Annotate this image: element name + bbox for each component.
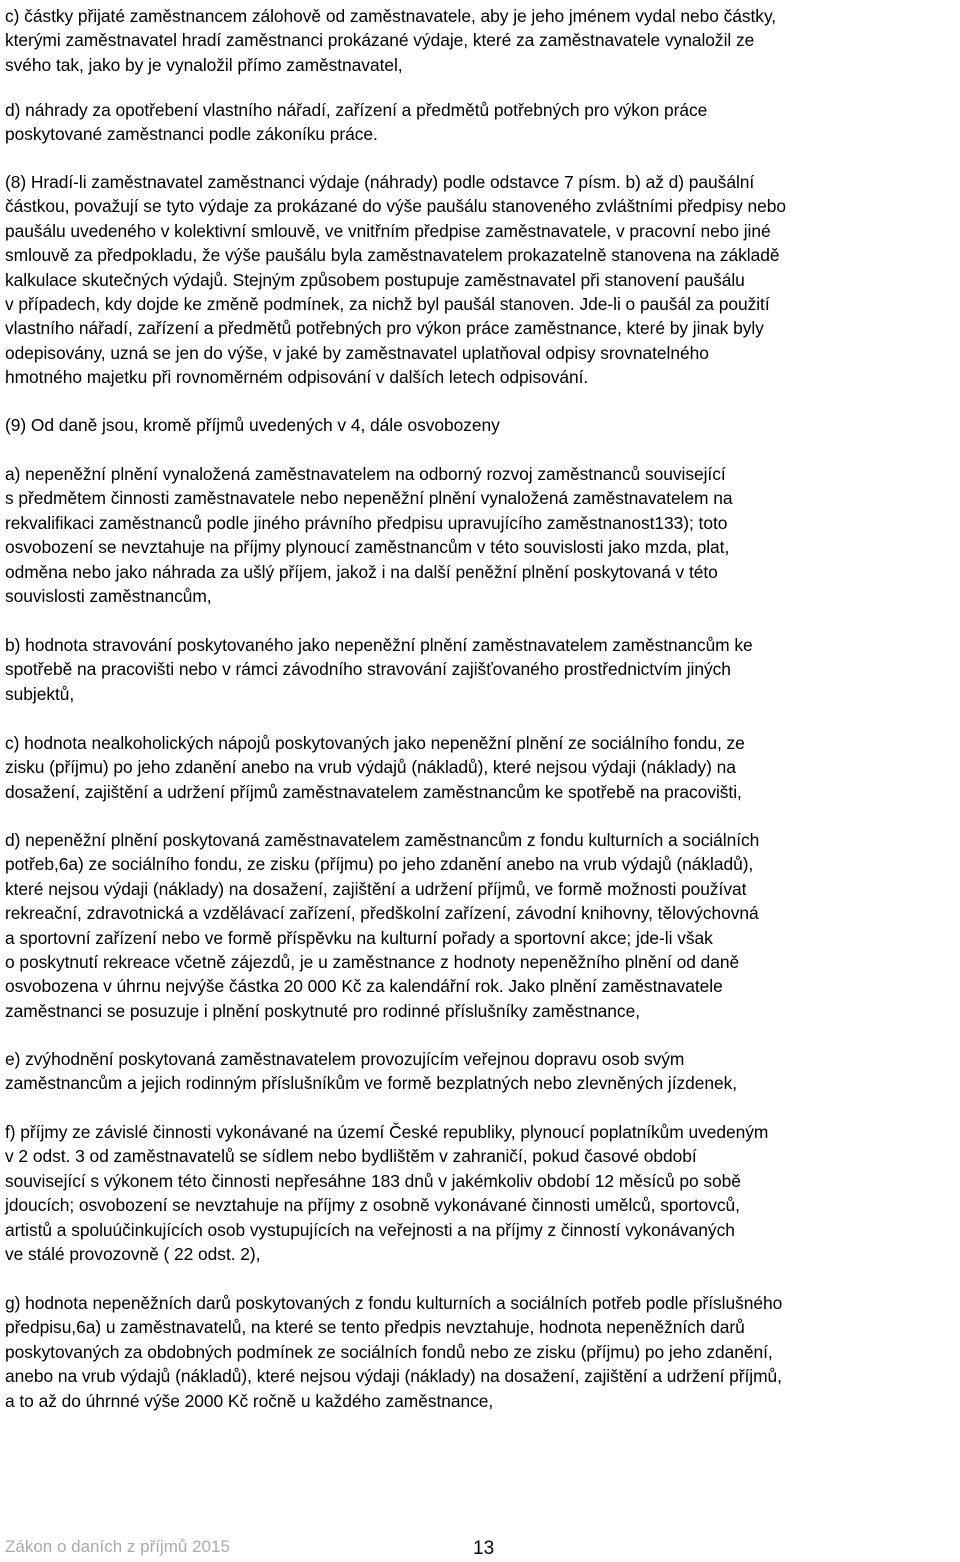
- paragraph-odst-9-a: [5, 462, 732, 608]
- paragraph-odst-9-c: [5, 731, 745, 804]
- paragraph-odst-9-d: [5, 828, 759, 1023]
- text-line: souvislosti zaměstnancům,: [5, 586, 212, 607]
- paragraph-odst-8: [5, 170, 786, 390]
- text-line: o poskytnutí rekreace včetně zájezdů, je u zaměstnance z hodnoty nepeněžního plnění od daně: [5, 952, 740, 973]
- text-line: kterými zaměstnavatel hradí zaměstnanci prokázané výdaje, které za zaměstnavatele vynaložil ze: [5, 30, 755, 51]
- text-line: odepisovány, uzná se jen do výše, v jaké by zaměstnavatel uplatňoval odpisy srovnatelného: [5, 342, 709, 363]
- text-line: artistů a spoluúčinkujících osob vystupujících na veřejnosti a na příjmy z činností vykonávaných: [5, 1219, 735, 1240]
- text-line: zisku (příjmu) po jeho zdanění anebo na vrub výdajů (nákladů), které nejsou výdaji (náklady) na: [5, 757, 736, 778]
- paragraph-d-nahrady: [5, 98, 707, 147]
- text-line: e) zvýhodnění poskytovaná zaměstnavatelem provozujícím veřejnou dopravu osob svým: [5, 1049, 685, 1069]
- text-line: paušálu uvedeného v kolektivní smlouvě, ve vnitřním předpise zaměstnavatele, v pracovní nebo jiné: [5, 220, 771, 241]
- text-line: poskytované zaměstnanci podle zákoníku práce.: [5, 124, 378, 145]
- text-line: v případech, kdy dojde ke změně podmínek, za nichž byl paušál stanoven. Jde-li o paušál za použití: [5, 294, 770, 315]
- text-line: jdoucích; osvobození se nevztahuje na příjmy z osobně vykonávané činnosti umělců, sportovců,: [5, 1195, 740, 1216]
- text-line: dosažení, zajištění a udržení příjmů zaměstnavatelem zaměstnancům ke spotřebě na pracovišti,: [5, 781, 742, 802]
- text-line: a sportovní zařízení nebo ve formě příspěvku na kulturní pořady a sportovní akce; jde-li však: [5, 927, 713, 948]
- text-line: které nejsou výdaji (náklady) na dosažení, zajištění a udržení příjmů, ve formě možnosti používat: [5, 878, 747, 899]
- text-line: a to až do úhrnné výše 2000 Kč ročně u každého zaměstnance,: [5, 1390, 494, 1411]
- text-line: související s výkonem této činnosti nepřesáhne 183 dnů v jakémkoliv období 12 měsíců po sobě: [5, 1170, 741, 1191]
- text-line: anebo na vrub výdajů (nákladů), které nejsou výdaji (náklady) na dosažení, zajištění a udržení příjmů,: [5, 1366, 782, 1387]
- text-line: odměna nebo jako náhrada za ušlý příjem, jakož i na další peněžní plnění poskytovaná v této: [5, 561, 718, 582]
- text-line: rekreační, zdravotnická a vzdělávací zařízení, předškolní zařízení, závodní knihovny, tělovýchovná: [5, 903, 759, 924]
- paragraph-c-prijate-castky: [5, 4, 776, 77]
- paragraph-odst-9-e: [5, 1047, 737, 1096]
- text-line: smlouvě za předpokladu, že výše paušálu byla zaměstnavatelem prokazatelně stanovena na základě: [5, 245, 780, 266]
- paragraph-odst-9-g: [5, 1291, 782, 1413]
- text-line: potřeb,6a) ze sociálního fondu, ze zisku (příjmu) po jeho zdanění anebo na vrub výdajů (nákladů),: [5, 854, 754, 875]
- text-line: spotřebě na pracovišti nebo v rámci závodního stravování zajišťovaného prostřednictvím jiných: [5, 659, 731, 680]
- text-line: g) hodnota nepeněžních darů poskytovaných z fondu kulturních a sociálních potřeb podle příslušného: [5, 1293, 783, 1313]
- text-line: b) hodnota stravování poskytovaného jako nepeněžní plnění zaměstnavatelem zaměstnancům ke: [5, 635, 753, 655]
- text-line: c) částky přijaté zaměstnancem zálohově od zaměstnavatele, aby je jeho jménem vydal nebo částky,: [5, 6, 777, 26]
- text-line: předpisu,6a) u zaměstnavatelů, na které se tento předpis nevztahuje, hodnota nepeněžních darů: [5, 1317, 745, 1338]
- paragraph-odst-9: [5, 413, 500, 437]
- text-line: rekvalifikaci zaměstnanců podle jiného právního předpisu upravujícího zaměstnanost133); toto: [5, 512, 728, 533]
- text-line: a) nepeněžní plnění vynaložená zaměstnavatelem na odborný rozvoj zaměstnanců související: [5, 464, 726, 484]
- text-line: kalkulace skutečných výdajů. Stejným způsobem postupuje zaměstnavatel při stanovení paušálu: [5, 269, 745, 290]
- paragraph-odst-9-b: [5, 633, 753, 706]
- text-line: (8) Hradí-li zaměstnavatel zaměstnanci výdaje (náhrady) podle odstavce 7 písm. b) až d) paušální: [5, 172, 755, 192]
- text-line: d) náhrady za opotřebení vlastního nářadí, zařízení a předmětů potřebných pro výkon práce: [5, 100, 708, 120]
- text-line: zaměstnancům a jejich rodinným příslušníkům ve formě bezplatných nebo zlevněných jízdenek,: [5, 1073, 738, 1094]
- text-line: osvobozena v úhrnu nejvýše částka 20 000 Kč za kalendářní rok. Jako plnění zaměstnavatele: [5, 976, 723, 997]
- text-line: částkou, považují se tyto výdaje za prokázané do výše paušálu stanoveného zvláštními předpisy nebo: [5, 196, 787, 217]
- text-line: svého tak, jako by je vynaložil přímo zaměstnavatel,: [5, 54, 403, 75]
- text-line: hmotného majetku při rovnoměrném odpisování v dalších letech odpisování.: [5, 367, 589, 388]
- paragraph-odst-9-f: [5, 1120, 768, 1266]
- text-line: v 2 odst. 3 od zaměstnavatelů se sídlem nebo bydlištěm v zahraničí, pokud časové období: [5, 1146, 697, 1167]
- text-line: s předmětem činnosti zaměstnavatele nebo nepeněžní plnění vynaložená zaměstnavatelem na: [5, 488, 733, 509]
- text-line: d) nepeněžní plnění poskytovaná zaměstnavatelem zaměstnancům z fondu kulturních a sociálních: [5, 830, 760, 850]
- footer-page-number: 13: [473, 1538, 495, 1559]
- text-line: vlastního nářadí, zařízení a předmětů potřebných pro výkon práce zaměstnance, které by jinak byly: [5, 318, 764, 339]
- text-line: ve stálé provozovně ( 22 odst. 2),: [5, 1244, 261, 1265]
- text-line: f) příjmy ze závislé činnosti vykonávané na území České republiky, plynoucí poplatníkům uvedeným: [5, 1122, 769, 1142]
- text-line: zaměstnanci se posuzuje i plnění poskytnuté pro rodinné příslušníky zaměstnance,: [5, 1000, 640, 1021]
- text-line: (9) Od daně jsou, kromě příjmů uvedených v 4, dále osvobozeny: [5, 415, 500, 435]
- text-line: osvobození se nevztahuje na příjmy plynoucí zaměstnancům v této souvislosti jako mzda, plat,: [5, 537, 730, 558]
- footer-document-title: Zákon o daních z příjmů 2015: [5, 1537, 230, 1556]
- text-line: c) hodnota nealkoholických nápojů poskytovaných jako nepeněžní plnění ze sociálního fondu, ze: [5, 733, 745, 753]
- text-line: subjektů,: [5, 683, 75, 704]
- text-line: poskytovaných za obdobných podmínek ze sociálních fondů nebo ze zisku (příjmu) po jeho zdanění,: [5, 1341, 773, 1362]
